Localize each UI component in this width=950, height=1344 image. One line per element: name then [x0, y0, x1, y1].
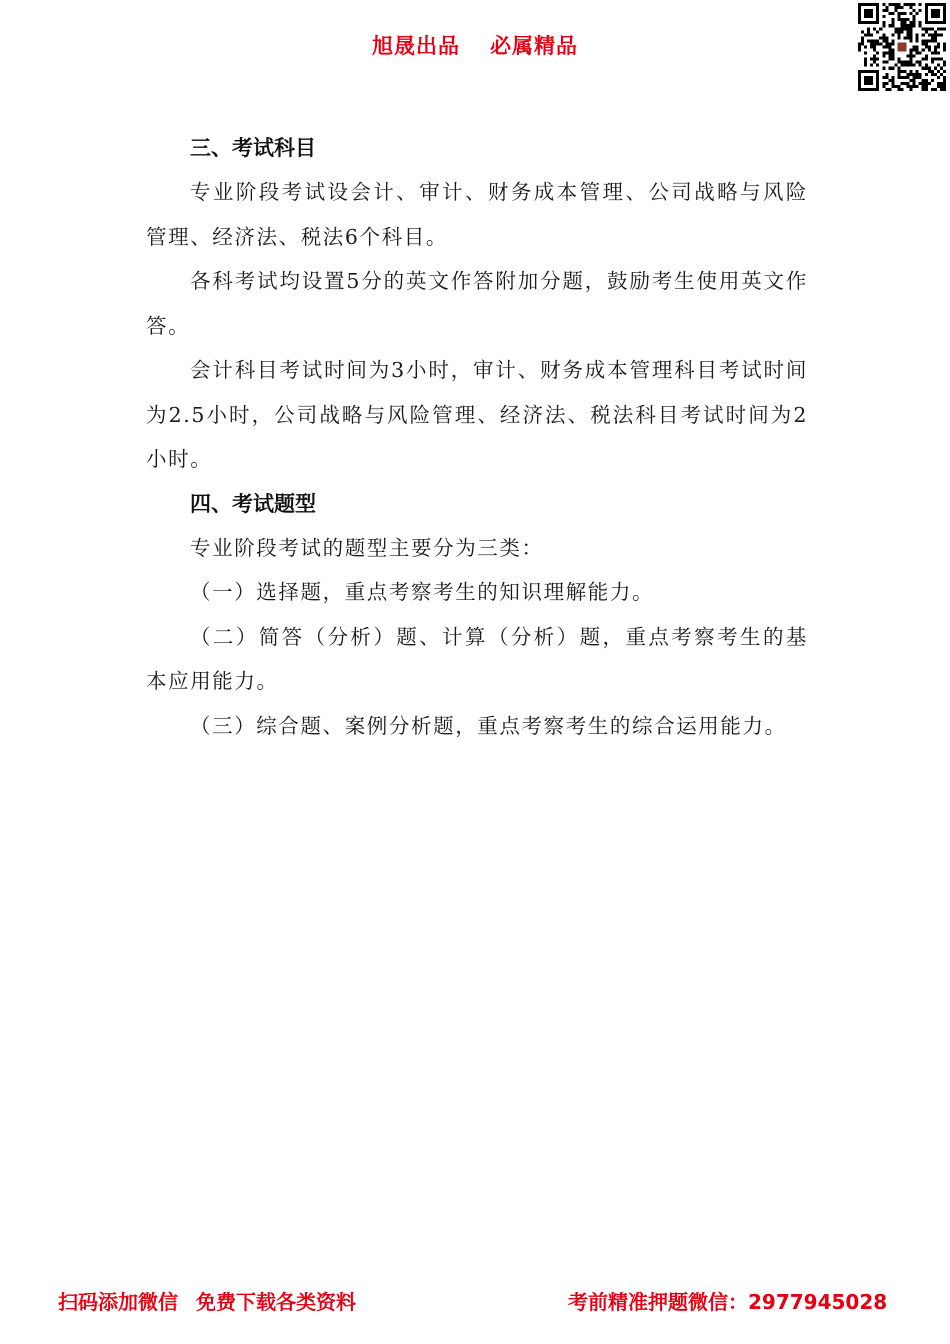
section-heading-exam-subjects: 三、考试科目 [190, 136, 316, 160]
footer-right-contact: 考前精准押题微信：2977945028 [568, 1290, 888, 1314]
paragraph: （三）综合题、案例分析题，重点考察考生的综合运用能力。 [190, 713, 787, 738]
header-banner [0, 30, 950, 60]
footer-download-text: 免费下载各类资料 [196, 1290, 356, 1314]
paragraph: 专业阶段考试的题型主要分为三类： [190, 535, 544, 560]
paragraph: （二）简答（分析）题、计算（分析）题，重点考察考生的基本应用能力。 [146, 624, 808, 693]
paragraph: 专业阶段考试设会计、审计、财务成本管理、公司战略与风险管理、经济法、税法6个科目。 [146, 180, 808, 249]
document-body [146, 126, 808, 748]
qr-code-icon[interactable] [858, 3, 946, 91]
paragraph: 各科考试均设置5分的英文作答附加分题，鼓励考生使用英文作答。 [146, 269, 808, 338]
brand-right-text: 必属精品 [490, 34, 578, 58]
footer-wechat-text: 扫码添加微信 [58, 1290, 178, 1314]
paragraph: 会计科目考试时间为3小时，审计、财务成本管理科目考试时间为2.5小时，公司战略与风险管理、经济法、税法科目考试时间为2小时。 [146, 358, 808, 471]
footer-left [58, 1286, 356, 1315]
section-heading-question-types: 四、考试题型 [190, 491, 316, 516]
paragraph: （一）选择题，重点考察考生的知识理解能力。 [190, 580, 655, 604]
brand-left-text: 旭晟出品 [372, 34, 460, 58]
